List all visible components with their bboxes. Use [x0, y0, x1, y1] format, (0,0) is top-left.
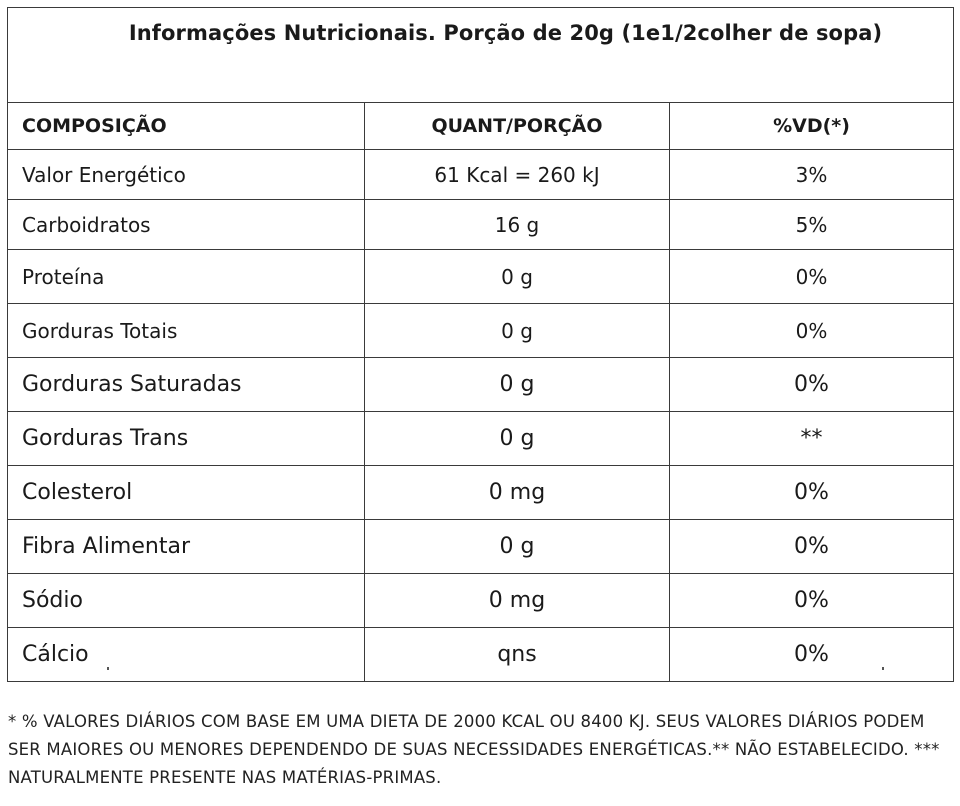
nutrient-daily-value: 0%	[670, 520, 954, 574]
nutrient-quantity: 0 g	[365, 520, 670, 574]
header-daily-value: %VD(*)	[670, 103, 954, 150]
nutrient-daily-value: 5%	[670, 200, 954, 250]
nutrient-name: Gorduras Saturadas	[8, 358, 365, 412]
table-title: Informações Nutricionais. Porção de 20g (1e1/2colher de sopa)	[128, 21, 883, 45]
footnote-text: * % VALORES DIÁRIOS COM BASE EM UMA DIETA DE 2000 KCAL OU 8400 KJ. SEUS VALORES DIÁRIOS PODEM SER MAIORES OU MENORES DEPENDENDO DE SUAS NECESSIDADES ENERGÉTICAS.** NÃO ESTABELECIDO. *** NATURALMENTE PRESENTE NAS MATÉRIAS-PRIMAS.	[8, 712, 940, 787]
nutrient-daily-value: 0%	[670, 304, 954, 358]
scan-tick-mark	[107, 667, 109, 670]
nutrient-name: Colesterol	[8, 466, 365, 520]
nutrition-facts-table	[7, 7, 954, 682]
table-row	[8, 574, 954, 628]
table-row	[8, 466, 954, 520]
nutrient-name: Cálcio	[8, 628, 365, 682]
nutrient-daily-value: 0%	[670, 628, 954, 682]
nutrient-name: Fibra Alimentar	[8, 520, 365, 574]
nutrient-quantity: qns	[365, 628, 670, 682]
nutrient-quantity: 0 mg	[365, 574, 670, 628]
nutrient-quantity: 0 mg	[365, 466, 670, 520]
nutrient-name: Gorduras Totais	[8, 304, 365, 358]
nutrient-daily-value: 0%	[670, 466, 954, 520]
table-row	[8, 200, 954, 250]
nutrient-daily-value: 0%	[670, 250, 954, 304]
nutrient-quantity: 0 g	[365, 412, 670, 466]
table-row	[8, 304, 954, 358]
nutrient-quantity: 0 g	[365, 304, 670, 358]
nutrient-name: Sódio	[8, 574, 365, 628]
table-row	[8, 250, 954, 304]
table-row	[8, 520, 954, 574]
nutrient-daily-value: 0%	[670, 358, 954, 412]
table-row	[8, 412, 954, 466]
nutrient-name: Proteína	[8, 250, 365, 304]
nutrient-quantity: 61 Kcal = 260 kJ	[365, 150, 670, 200]
scan-tick-mark	[882, 667, 884, 670]
nutrient-quantity: 0 g	[365, 250, 670, 304]
header-composition: COMPOSIÇÃO	[8, 103, 365, 150]
nutrient-name: Carboidratos	[8, 200, 365, 250]
table-title-cell	[8, 8, 954, 103]
nutrient-name: Gorduras Trans	[8, 412, 365, 466]
nutrient-name: Valor Energético	[8, 150, 365, 200]
table-row	[8, 150, 954, 200]
table-row	[8, 628, 954, 682]
nutrient-quantity: 16 g	[365, 200, 670, 250]
table-row	[8, 358, 954, 412]
header-quantity: QUANT/PORÇÃO	[365, 103, 670, 150]
nutrient-quantity: 0 g	[365, 358, 670, 412]
header-row	[8, 103, 954, 150]
nutrient-daily-value: **	[670, 412, 954, 466]
nutrient-daily-value: 3%	[670, 150, 954, 200]
nutrient-daily-value: 0%	[670, 574, 954, 628]
